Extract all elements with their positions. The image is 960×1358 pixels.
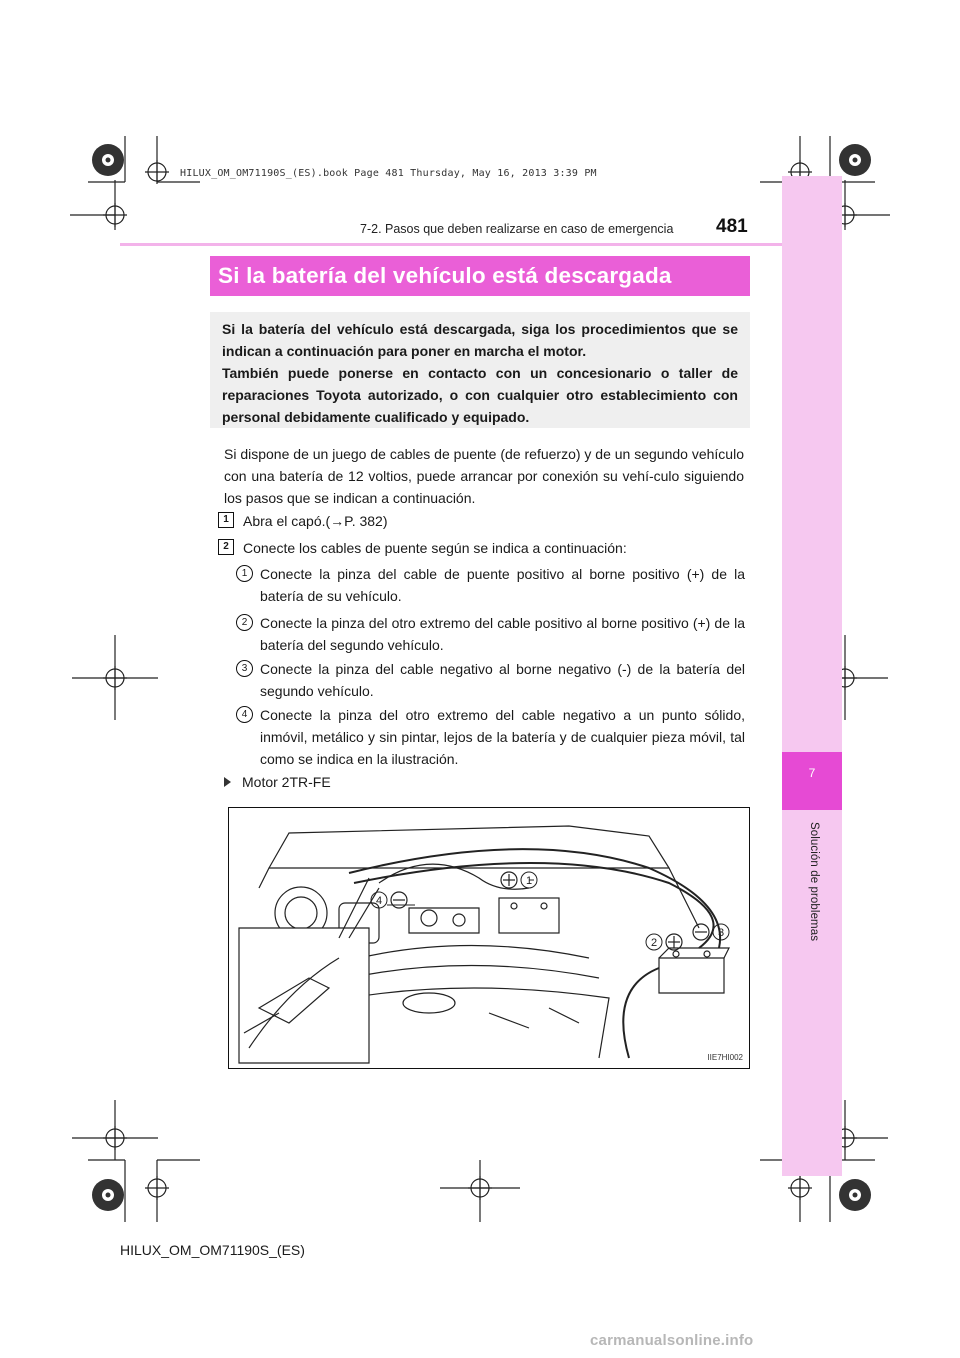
chapter-number-box: [782, 752, 842, 810]
header-rule: [120, 243, 782, 246]
figure-code: IIE7HI002: [707, 1053, 743, 1062]
step-text: Conecte los cables de puente según se indica a continuación:: [243, 540, 627, 556]
watermark: carmanualsonline.info: [590, 1332, 754, 1349]
intro-paragraph: También puede ponerse en contacto con un concesionario o taller de reparaciones Toyota autorizado, o con cualquier otro establecimiento con personal debidamente cualificado y equipado.: [222, 365, 738, 425]
callout-4: 4: [375, 895, 383, 907]
substep-text: Conecte la pinza del otro extremo del cable negativo a un punto sólido, inmóvil, metálico y sin pintar, lejos de la batería y de cualquier pieza móvil, tal como se indica en la ilustración.: [260, 707, 745, 767]
chapter-number: 7: [808, 766, 816, 780]
callout-2: 2: [650, 937, 658, 949]
substep-text: Conecte la pinza del cable de puente positivo al borne positivo (+) de la batería de su vehículo.: [260, 566, 745, 604]
substep-text: Conecte la pinza del otro extremo del cable positivo al borne positivo (+) de la batería del segundo vehículo.: [260, 615, 745, 653]
substep-number: 3: [236, 660, 253, 677]
substep-text: Conecte la pinza del cable negativo al borne negativo (-) de la batería del segundo vehículo.: [260, 661, 745, 699]
page-number: 481: [716, 216, 748, 237]
page-title: Si la batería del vehículo está descargada: [210, 256, 750, 296]
chapter-title: Solución de problemas: [808, 822, 820, 942]
body-paragraph: Si dispone de un juego de cables de puente (de refuerzo) y de un segundo vehículo con una batería de 12 voltios, puede arrancar por conexión su vehí-culo siguiendo los pasos que se indican a continuación.: [224, 446, 744, 506]
engine-bay-drawing: [229, 808, 749, 1068]
triangle-bullet-icon: [224, 777, 231, 787]
section-header: 7-2. Pasos que deben realizarse en caso de emergencia: [360, 222, 674, 236]
chapter-side-strip: [782, 176, 842, 1176]
intro-paragraph: Si la batería del vehículo está descargada, siga los procedimientos que se indican a continuación para poner en marcha el motor.: [222, 321, 738, 359]
step-number: 2: [218, 539, 234, 555]
footer-code: HILUX_OM_OM71190S_(ES): [120, 1242, 305, 1258]
print-header: HILUX_OM_OM71190S_(ES).book Page 481 Thursday, May 16, 2013 3:39 PM: [180, 168, 597, 179]
callout-3: 3: [717, 927, 725, 939]
substep-number: 2: [236, 614, 253, 631]
engine-label: Motor 2TR-FE: [242, 774, 331, 790]
step-text: Abra el capó.(→P. 382): [243, 513, 388, 529]
step-number: 1: [218, 512, 234, 528]
substep-number: 4: [236, 706, 253, 723]
substep-number: 1: [236, 565, 253, 582]
jump-start-illustration: [228, 807, 750, 1069]
callout-1: 1: [525, 875, 533, 887]
intro-box: [210, 312, 750, 428]
